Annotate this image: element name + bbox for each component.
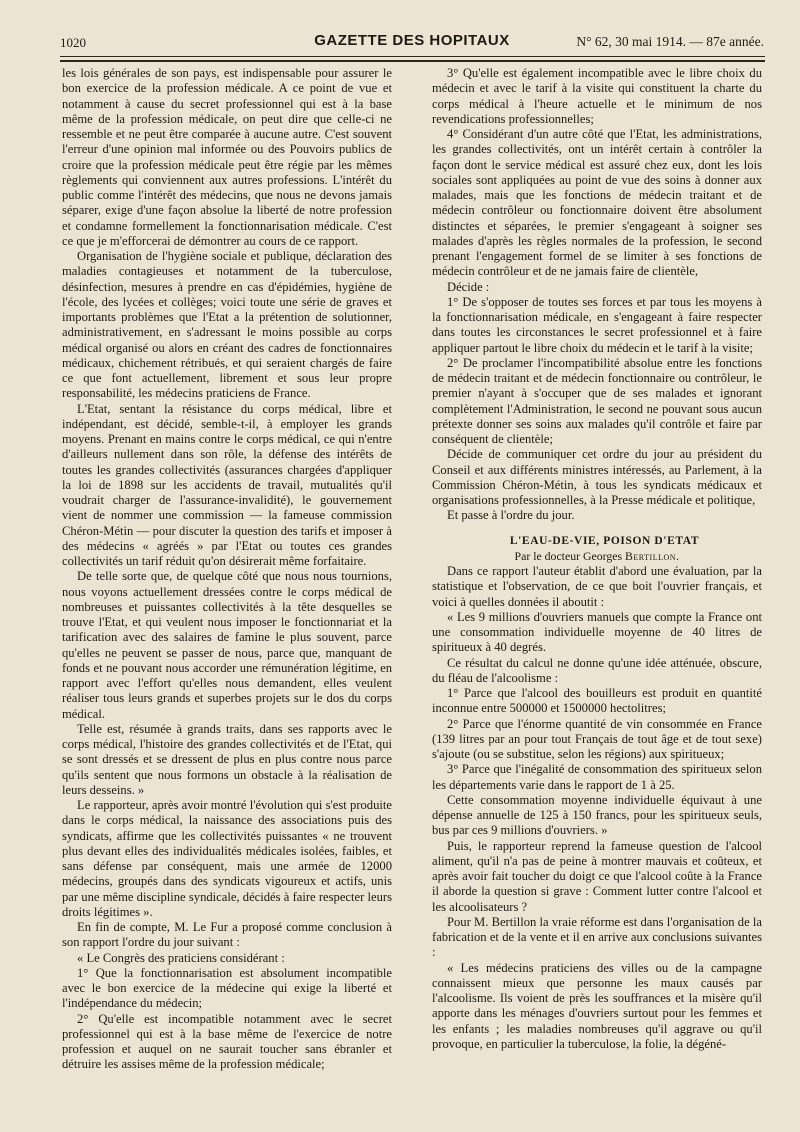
issue-info: N° 62, 30 mai 1914. — 87e année. [576, 34, 764, 49]
paragraph: Dans ce rapport l'auteur établit d'abord une évaluation, par la statistique et l'observation, de ce que boit l'ouvrier français, et voici à quelles données il aboutit : [432, 564, 762, 609]
paragraph: Et passe à l'ordre du jour. [447, 508, 575, 523]
paragraph: Telle est, résumée à grands traits, dans ses rapports avec le corps médical, l'histoire des grandes collectivités et de l'Etat, qui se sont dressés et se dressent de plus en plus contre nous parce qu'ils sentent que nous formons un obstacle à la réalisation de leurs desseins. » [62, 721, 392, 797]
paragraph: 1° De s'opposer de toutes ses forces et par tous les moyens à la fonctionnarisation médicale, en s'engageant à faire respecter dans toutes les circonstances le secret professionnel et à faire appliquer partout le libre choix du médecin et le tarif à la visite; [432, 294, 762, 355]
journal-title: GAZETTE DES HOPITAUX [314, 32, 510, 49]
paragraph: 2° Qu'elle est incompatible notamment avec le secret professionnel qui est à la base même de l'exercice de notre profession et auquel on ne saurait toucher sans ébranler et détruire les assises même de la profession médicale; [62, 1011, 392, 1072]
right-column [432, 66, 762, 1116]
paragraph: Décide de communiquer cet ordre du jour au président du Conseil et aux différents ministres intéressés, au Parlement, à la Commission Chéron-Métin, à tous les syndicats médicaux et organisations professionnelles, à la Presse médicale et politique, [432, 447, 762, 507]
paragraph: Décide : [447, 279, 490, 294]
paragraph: Cette consommation moyenne individuelle équivaut à une dépense annuelle de 125 à 150 francs, pour les spiritueux seuls, bus par ces 9 millions d'ouvriers. » [432, 792, 762, 838]
page-number: 1020 [60, 35, 86, 50]
section-title: L'EAU-DE-VIE, POISON D'ETAT [509, 534, 700, 547]
paragraph: 3° Qu'elle est également incompatible avec le libre choix du médecin et avec le tarif à la visite qui constituent la charte du corps médical à l'heure actuelle et le minimum de nos revendications professionnelles; [432, 66, 762, 126]
paragraph: Le rapporteur, après avoir montré l'évolution qui s'est produite dans le corps médical, la naissance des associations puis des syndicats, affirme que les collectivités puissantes « ne trouvent plus devant elles des individualités médicales isolées, faibles, et sans défense par conséquent, mais une armée de 12000 médecins, groupés dans des syndicats vigoureux et actifs, unis par une même discipline syndicale, décidés à faire respecter leurs droits légitimes ». [62, 798, 392, 919]
paragraph: « Le Congrès des praticiens considérant : [77, 950, 285, 965]
left-column [62, 66, 392, 1116]
page-header [60, 28, 764, 54]
paragraph: 1° Que la fonctionnarisation est absolument incompatible avec le bon exercice de la médecine qui exige la liberté et l'indépendance du médecin; [62, 965, 392, 1011]
header-rule-thick [60, 60, 765, 62]
paragraph: 1° Parce que l'alcool des bouilleurs est produit en quantité inconnue entre 500000 et 1500000 hectolitres; [432, 686, 762, 716]
paragraph: Puis, le rapporteur reprend la fameuse question de l'alcool aliment, qu'il n'a pas de peine à montrer mauvais et coûteux, et après avoir fait toucher du doigt ce que l'alcool coûte à la France il aborde la question si grave : Comment lutter contre l'alcool et les alcoolisateurs ? [432, 838, 762, 914]
paragraph: 3° Parce que l'inégalité de consommation des spiritueux selon les départements varie dans le rapport de 1 à 25. [432, 762, 762, 792]
paragraph: Organisation de l'hygiène sociale et publique, déclaration des maladies contagieuses et notamment de la tuberculose, désinfection, mesures à prendre en cas d'épidémies, hygiène de l'école, des lycées et collèges; voici toute une série de graves et importants problèmes que l'Etat a la prétention de solutionner, administrativement, en s'adressant le moins possible au corps médical organisé ou alors en créant des cadres de fonctionnaires médicaux, chichement rétribués, et qui seraient chargés de faire ce que font actuellement, librement et sous leur propre responsabilité, les médecins praticiens de France. [62, 249, 392, 401]
paragraph: 2° De proclamer l'incompatibilité absolue entre les fonctions de médecin traitant et de médecin fonctionnaire ou contrôleur, le premier n'ayant à s'occuper que de ses malades et ignorant complètement l'Administration, le second ne pouvant sous aucun prétexte donner ses soins aux malades qu'il contrôle et faire par conséquent de clientèle; [432, 355, 762, 446]
byline-prefix: Par le docteur Georges [514, 548, 623, 563]
paragraph: L'Etat, sentant la résistance du corps médical, libre et indépendant, est décidé, semble-t-il, à employer les grands moyens. Prenant en mains contre le corps médical, ce qui n'entre d'ailleurs nullement dans son rôle, la défense des intérêts de toutes les grandes collectivités (assurances chargées d'appliquer la loi de 1898 sur les accidents de travail, mutualités qu'il voudrait charger de l'assurance-invalidité), le gouvernement vient de nommer une commission — la fameuse commission Chéron-Métin — pour discuter la question des tarifs et imposer à des médecins « agréés » par l'Etat ou toutes ces grandes collectivités un tarif réduit qu'on désirerait même forfaitaire. [62, 401, 392, 568]
header-rule [60, 56, 765, 57]
paragraph: Ce résultat du calcul ne donne qu'une idée atténuée, obscure, du fléau de l'alcoolisme : [432, 655, 762, 685]
paragraph: les lois générales de son pays, est indispensable pour assurer le bon exercice de la profession médicale. A ce point de vue et notamment à cause du secret professionnel qui est à la base même de la profession médicale, on peut dire que celle-ci ne ressemble et ne peut être comparée à aucune autre. C'est souvent l'erreur d'une opinion mal informée ou des Pouvoirs publics de croire que la profession médicale peut être régie par les mêmes règlements qui conviennent aux autres professions. L'intérêt du public comme l'intérêt des médecins, que nous ne devons jamais séparer, exige d'une façon absolue la liberté de notre profession et condamne formellement la fonctionnarisation médicale. C'est ce que je m'efforcerai de démontrer au cours de ce rapport. [62, 66, 392, 248]
paragraph: « Les médecins praticiens des villes ou de la campagne connaissent mieux que personne les maux causés par l'alcoolisme. Ils voient de près les souffrances et la misère qu'il apporte dans les ménages d'ouvriers surtout pour les femmes et les enfants ; les maladies nombreuses qu'il aggrave ou qu'il provoque, en particulier la tuberculose, la folie, la dégéné- [432, 960, 762, 1051]
paragraph: « Les 9 millions d'ouvriers manuels que compte la France ont une consommation individuelle moyenne de 40 litres de spiritueux à 40 degrés. [432, 609, 762, 655]
paragraph: Pour M. Bertillon la vraie réforme est dans l'organisation de la fabrication et de la vente et il en arrive aux conclusions suivantes : [432, 914, 762, 960]
author-name: Bertillon. [625, 548, 680, 563]
paragraph: 4° Considérant d'un autre côté que l'Etat, les administrations, les grandes collectivités, ont un intérêt certain à contrôler la façon dont le service médical est assuré chez eux, dont les lois sociales sont appliquées au point de vue des soins à donner aux malades, mais que les fonctions de médecin traitant et de médecin contrôleur ou fonctionnaire doivent être absolument distinctes et séparées, le premier s'engageant à soigner ses malades d'après les règles normales de la profession, le second prenant l'engagement formel de se limiter à ses fonctions de médecin contrôleur et de ne jamais faire de clientèle, [432, 127, 762, 279]
byline [432, 549, 762, 564]
paragraph: De telle sorte que, de quelque côté que nous nous tournions, nous voyons actuellement dressées contre le corps médical de nombreuses et puissantes collectivités à la tête desquelles se trouve l'Etat, et qui veulent nous imposer le fonctionnariat et la tarification avec des salaires de famine le plus souvent, parce qu'elles ne peuvent se passer de nous, parce que, manquant de fonds et ne pouvant nous accorder une rémunération légitime, en rapport avec l'effort qu'elles nous demandent, elles veulent réaliser tous leurs grands et superbes projets sur le dos du corps médical. [62, 569, 392, 721]
paragraph: 2° Parce que l'énorme quantité de vin consommée en France (139 litres par an pour tout Français de tout âge et de tout sexe) s'ajoute (ou se substitue, selon les régions) aux spiritueux; [432, 716, 762, 761]
paragraph: En fin de compte, M. Le Fur a proposé comme conclusion à son rapport l'ordre du jour suivant : [62, 920, 392, 950]
